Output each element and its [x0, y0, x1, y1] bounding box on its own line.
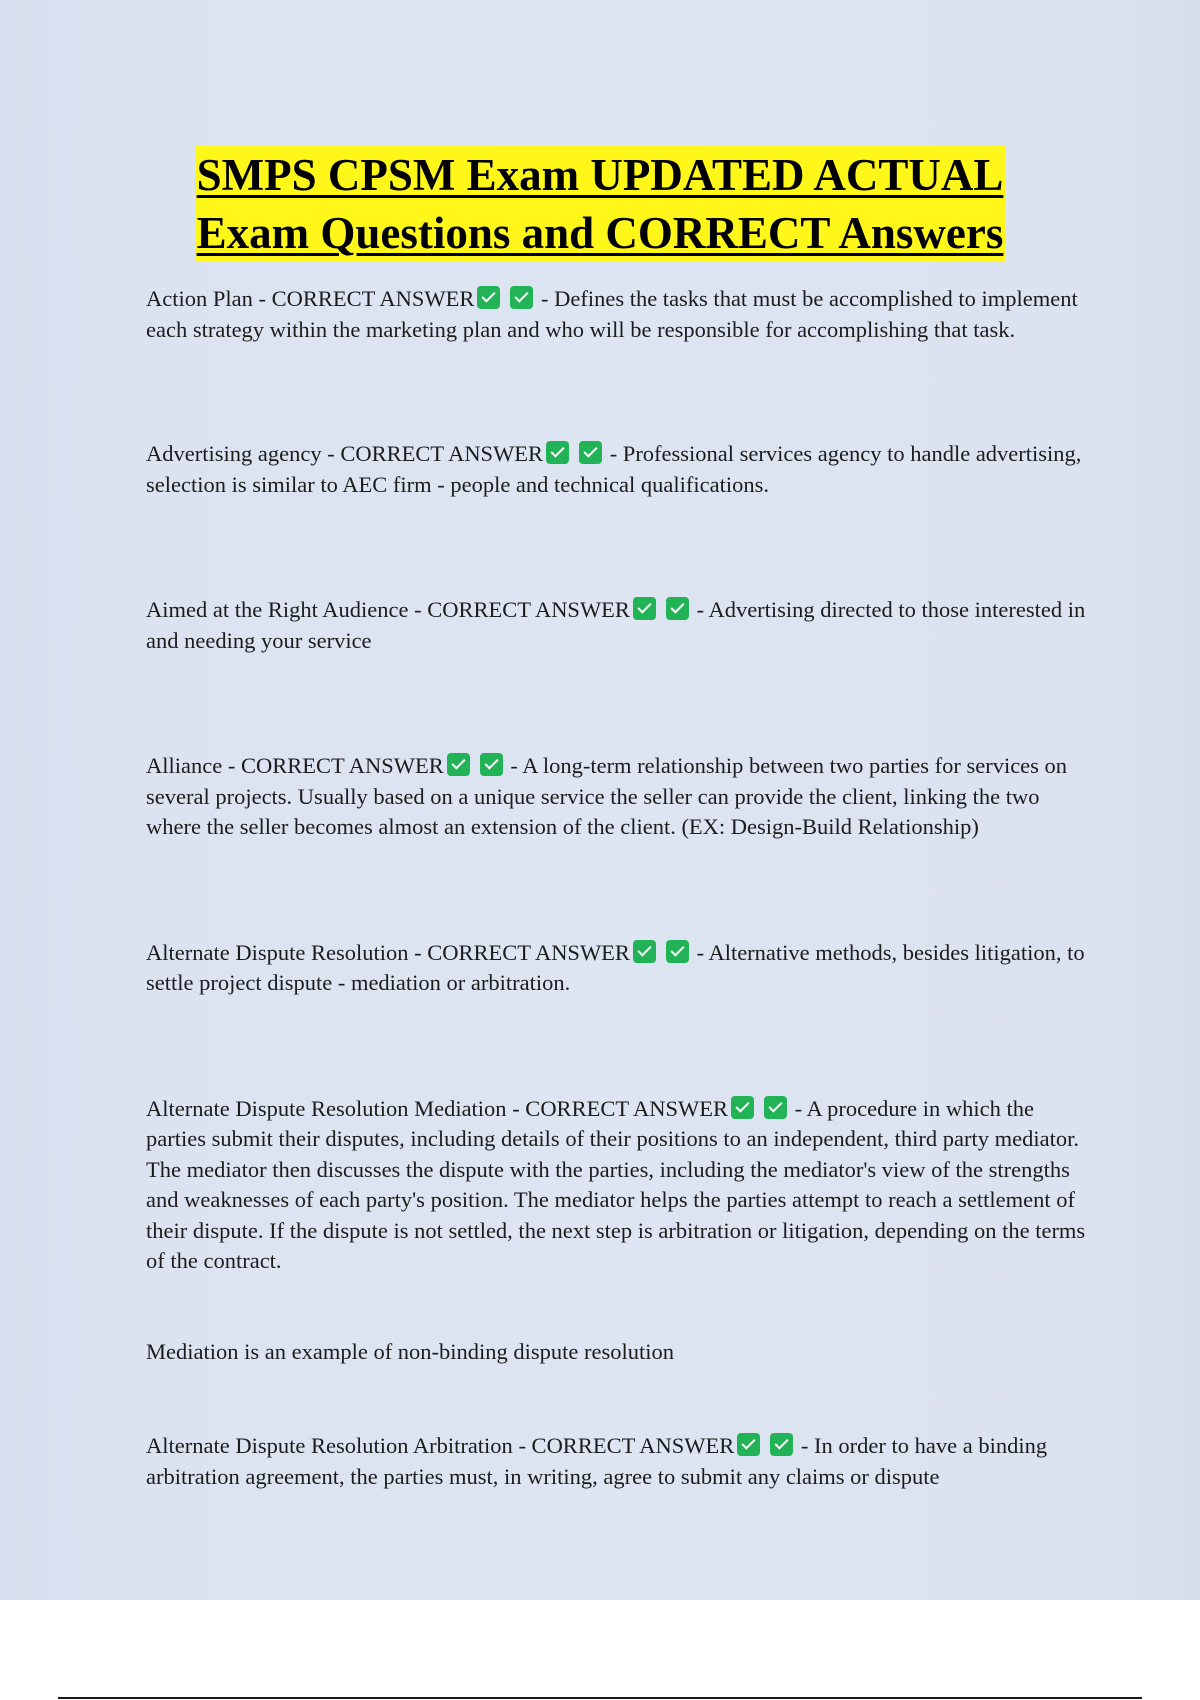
entry-marker: - CORRECT ANSWER [414, 939, 630, 965]
checkmark-icon [546, 441, 569, 464]
entry-definition: - A long-term relationship between two parties for services on several projects. Usually based on a unique service the seller can provide the client, linking the two where the seller becomes almost an extension of the client. (EX: Design-Build Relationship) [146, 753, 1068, 839]
title-line-1: SMPS CPSM Exam UPDATED ACTUAL [195, 146, 1006, 204]
entry-term: Alternate Dispute Resolution [146, 939, 409, 965]
entry-marker: - CORRECT ANSWER [258, 286, 475, 311]
qa-entry [146, 938, 1091, 999]
title-line-2: Exam Questions and CORRECT Answers [195, 204, 1006, 262]
entry-marker: - CORRECT ANSWER [327, 441, 544, 466]
page-divider [58, 1697, 1142, 1699]
checkmark-icon [666, 940, 689, 963]
qa-entry [146, 595, 1091, 656]
qa-entry [146, 439, 1091, 500]
entry-term: Alternate Dispute Resolution Mediation [146, 1095, 507, 1121]
entry-marker: - CORRECT ANSWER [518, 1433, 735, 1458]
entry-marker: - CORRECT ANSWER [227, 753, 444, 778]
checkmark-icon [737, 1433, 760, 1456]
checkmark-icon [633, 940, 656, 963]
checkmark-icon [579, 441, 602, 464]
checkmark-icon [447, 753, 470, 776]
checkmark-icon [477, 286, 500, 309]
entry-term: Advertising agency [146, 441, 322, 466]
qa-entry [146, 284, 1091, 345]
note-text: Mediation is an example of non-binding dispute resolution [146, 1338, 675, 1364]
checkmark-icon [480, 753, 503, 776]
entry-term: Alternate Dispute Resolution Arbitration [146, 1433, 513, 1458]
entry-definition: - Professional services agency to handle advertising, selection is similar to AEC firm - people and technical qualifications. [146, 441, 1082, 497]
qa-list [146, 284, 1091, 1492]
entry-marker: - CORRECT ANSWER [414, 597, 630, 622]
entry-definition: - Alternative methods, besides litigation, to settle project dispute - mediation or arbitration. [146, 939, 1085, 995]
entry-term: Aimed at the Right Audience [146, 597, 409, 622]
checkmark-icon [666, 597, 689, 620]
qa-entry [146, 751, 1091, 843]
entry-definition: - Defines the tasks that must be accomplished to implement each strategy within the marketing plan and who will be responsible for accomplishing that task. [146, 286, 1078, 342]
entry-definition: - A procedure in which the parties submit their disputes, including details of their positions to an independent, third party mediator. The mediator then discusses the dispute with the parties, including the mediator's view of the strengths and weaknesses of each party's position. The mediator helps the parties attempt to reach a settlement of their dispute. If the dispute is not settled, the next step is arbitration or litigation, depending on the terms of the contract. [146, 1095, 1086, 1273]
checkmark-icon [633, 597, 656, 620]
checkmark-icon [770, 1433, 793, 1456]
qa-entry [146, 1094, 1091, 1277]
qa-entry [146, 1431, 1091, 1492]
checkmark-icon [764, 1096, 787, 1119]
document-title [0, 146, 1200, 262]
checkmark-icon [731, 1096, 754, 1119]
checkmark-icon [510, 286, 533, 309]
entry-marker: - CORRECT ANSWER [512, 1095, 729, 1121]
entry-definition: - Advertising directed to those interested in and needing your service [146, 597, 1086, 653]
entry-term: Alliance [146, 753, 223, 778]
entry-definition: - In order to have a binding arbitration agreement, the parties must, in writing, agree to submit any claims or dispute [146, 1433, 1048, 1489]
entry-term: Action Plan [146, 286, 253, 311]
